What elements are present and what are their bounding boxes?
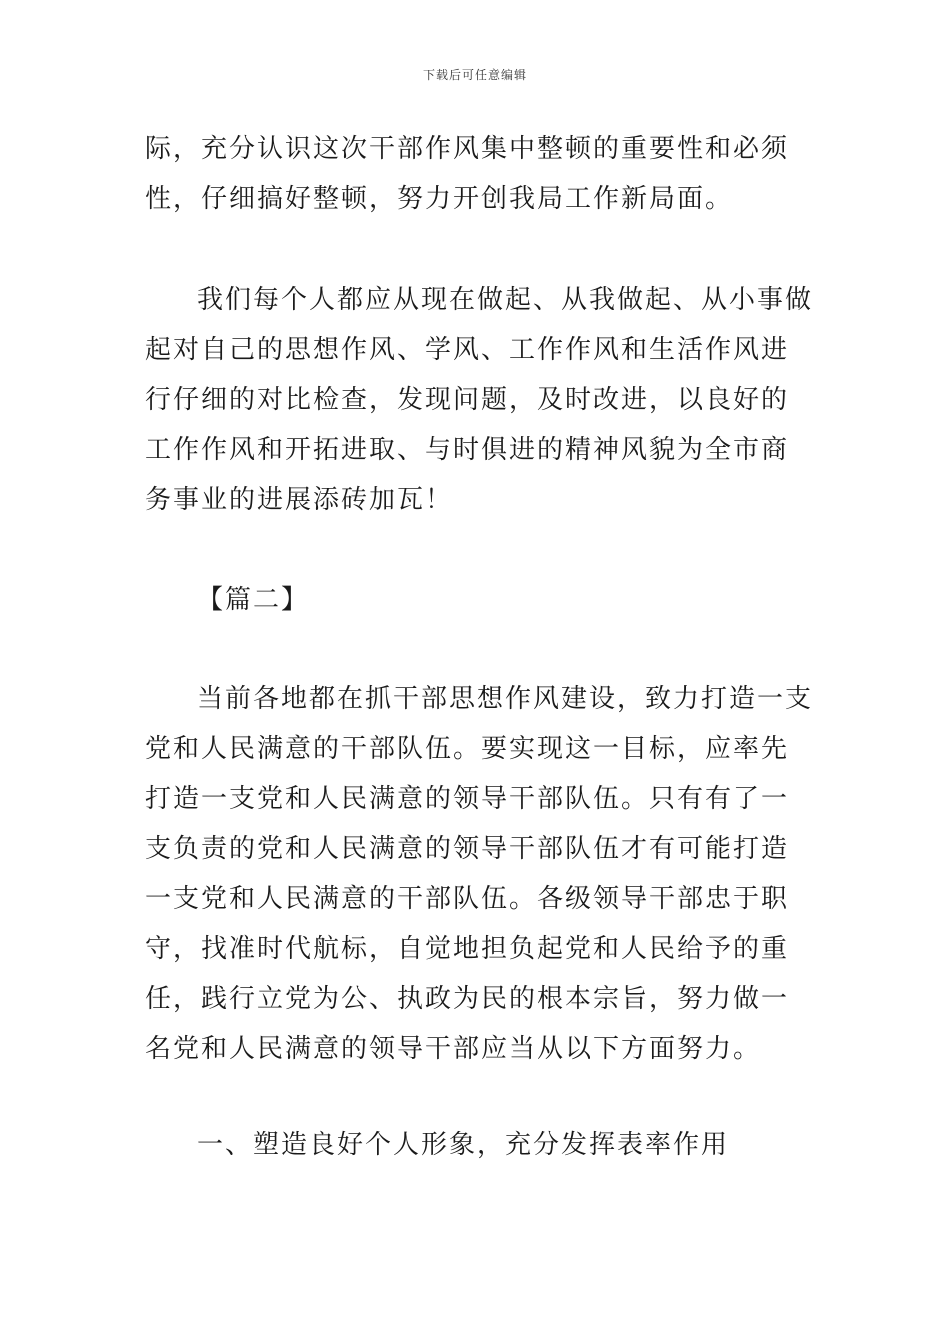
paragraph-intro [145, 674, 815, 1074]
header-note: 下载后可任意编辑 [422, 68, 527, 82]
subsection-title: 一、塑造良好个人形象，充分发挥表率作用 [197, 1130, 730, 1160]
paragraph-continuation [145, 124, 815, 224]
subsection-heading [145, 1120, 815, 1170]
paragraph-text: 我们每个人都应从现在做起、从我做起、从小事做起对自己的思想作风、学风、工作作风和生活作风进行仔细的对比检查，发现问题，及时改进，以良好的工作作风和开拓进取、与时俱进的精神风貌为全市商务事业的进展添砖加瓦！ [145, 285, 814, 515]
paragraph-text: 当前各地都在抓干部思想作风建设，致力打造一支党和人民满意的干部队伍。要实现这一目标，应率先打造一支党和人民满意的领导干部队伍。只有有了一支负责的党和人民满意的领导干部队伍才有可能打造一支党和人民满意的干部队伍。各级领导干部忠于职守，找准时代航标，自觉地担负起党和人民给予的重任，践行立党为公、执政为民的根本宗旨，努力做一名党和人民满意的领导干部应当从以下方面努力。 [145, 684, 814, 1064]
section-heading [145, 575, 815, 625]
paragraph-text: 际，充分认识这次干部作风集中整顿的重要性和必须性，仔细搞好整顿，努力开创我局工作新局面。 [145, 134, 790, 214]
section-title: 【篇二】 [197, 585, 310, 615]
paragraph-self-check [145, 275, 815, 525]
